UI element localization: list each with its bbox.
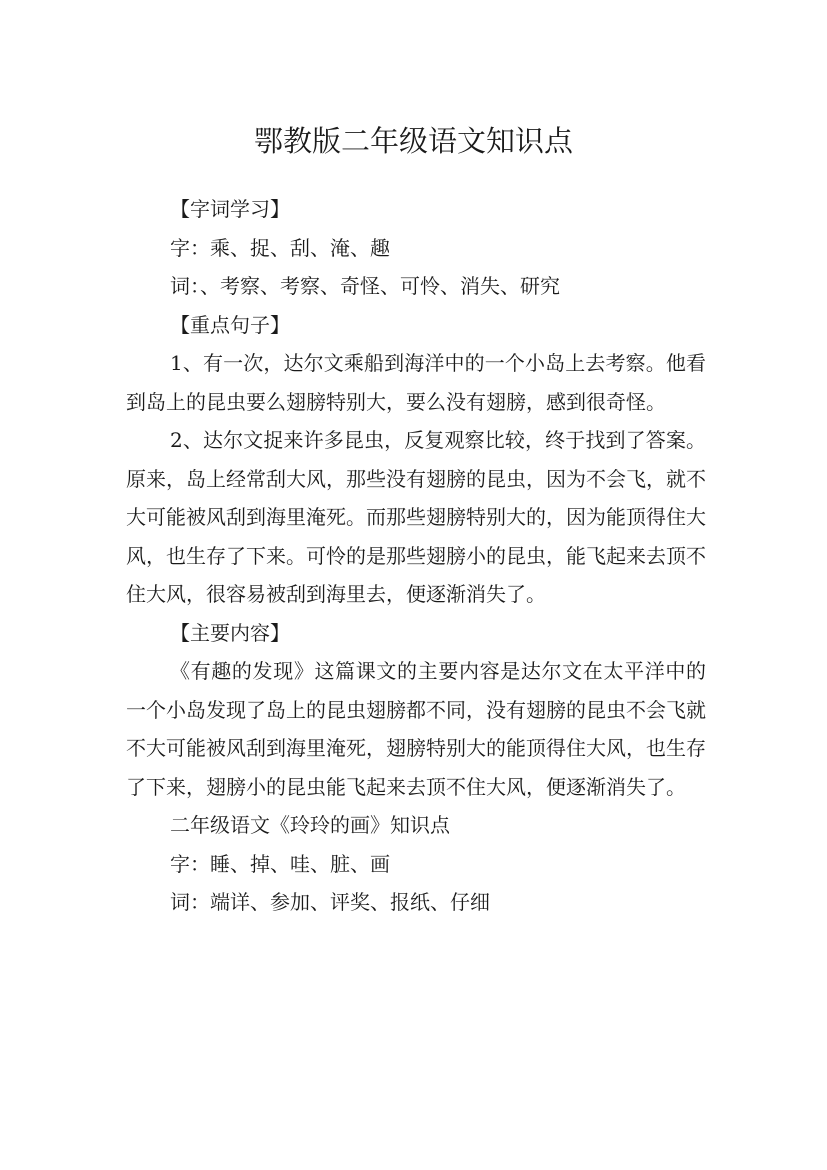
- document-title: 鄂教版二年级语文知识点: [253, 124, 573, 159]
- paragraph-characters: 字：乘、捉、刮、淹、趣: [170, 235, 390, 260]
- paragraph-lesson-characters: 字：睡、掉、哇、脏、画: [170, 851, 390, 876]
- paragraph-lesson-words: 词：端详、参加、评奖、报纸、仔细: [170, 890, 490, 914]
- document-body: [126, 190, 706, 922]
- paragraph-sentence-2: 2、达尔文捉来许多昆虫，反复观察比较，终于找到了答案。原来，岛上经常刮大风，那些没有翅膀的昆虫，因为不会飞，就不大可能被风刮到海里淹死。而那些翅膀特别大的，因为能顶得住大风，也生存了下来。可怜的是那些翅膀小的昆虫，能飞起来去顶不住大风，很容易被刮到海里去，便逐渐消失了。: [126, 428, 706, 606]
- paragraph-sentence-1: 1、有一次，达尔文乘船到海洋中的一个小岛上去考察。他看到岛上的昆虫要么翅膀特别大，要么没有翅膀，感到很奇怪。: [126, 351, 706, 414]
- paragraph-heading-key-sentences: 【重点句子】: [170, 312, 290, 337]
- paragraph-heading-main-content: 【主要内容】: [170, 620, 290, 645]
- paragraph-heading-vocab: 【字词学习】: [170, 197, 290, 221]
- paragraph-words: 词：、考察、考察、奇怪、可怜、消失、研究: [170, 274, 560, 298]
- paragraph-main-content: 《有趣的发现》这篇课文的主要内容是达尔文在太平洋中的一个小岛发现了岛上的昆虫翅膀都不同，没有翅膀的昆虫不会飞就不大可能被风刮到海里淹死，翅膀特别大的能顶得住大风，也生存了下来，翅膀小的昆虫能飞起来去顶不住大风，便逐渐消失了。: [126, 659, 706, 799]
- paragraph-lesson-title: 二年级语文《玲玲的画》知识点: [170, 813, 450, 837]
